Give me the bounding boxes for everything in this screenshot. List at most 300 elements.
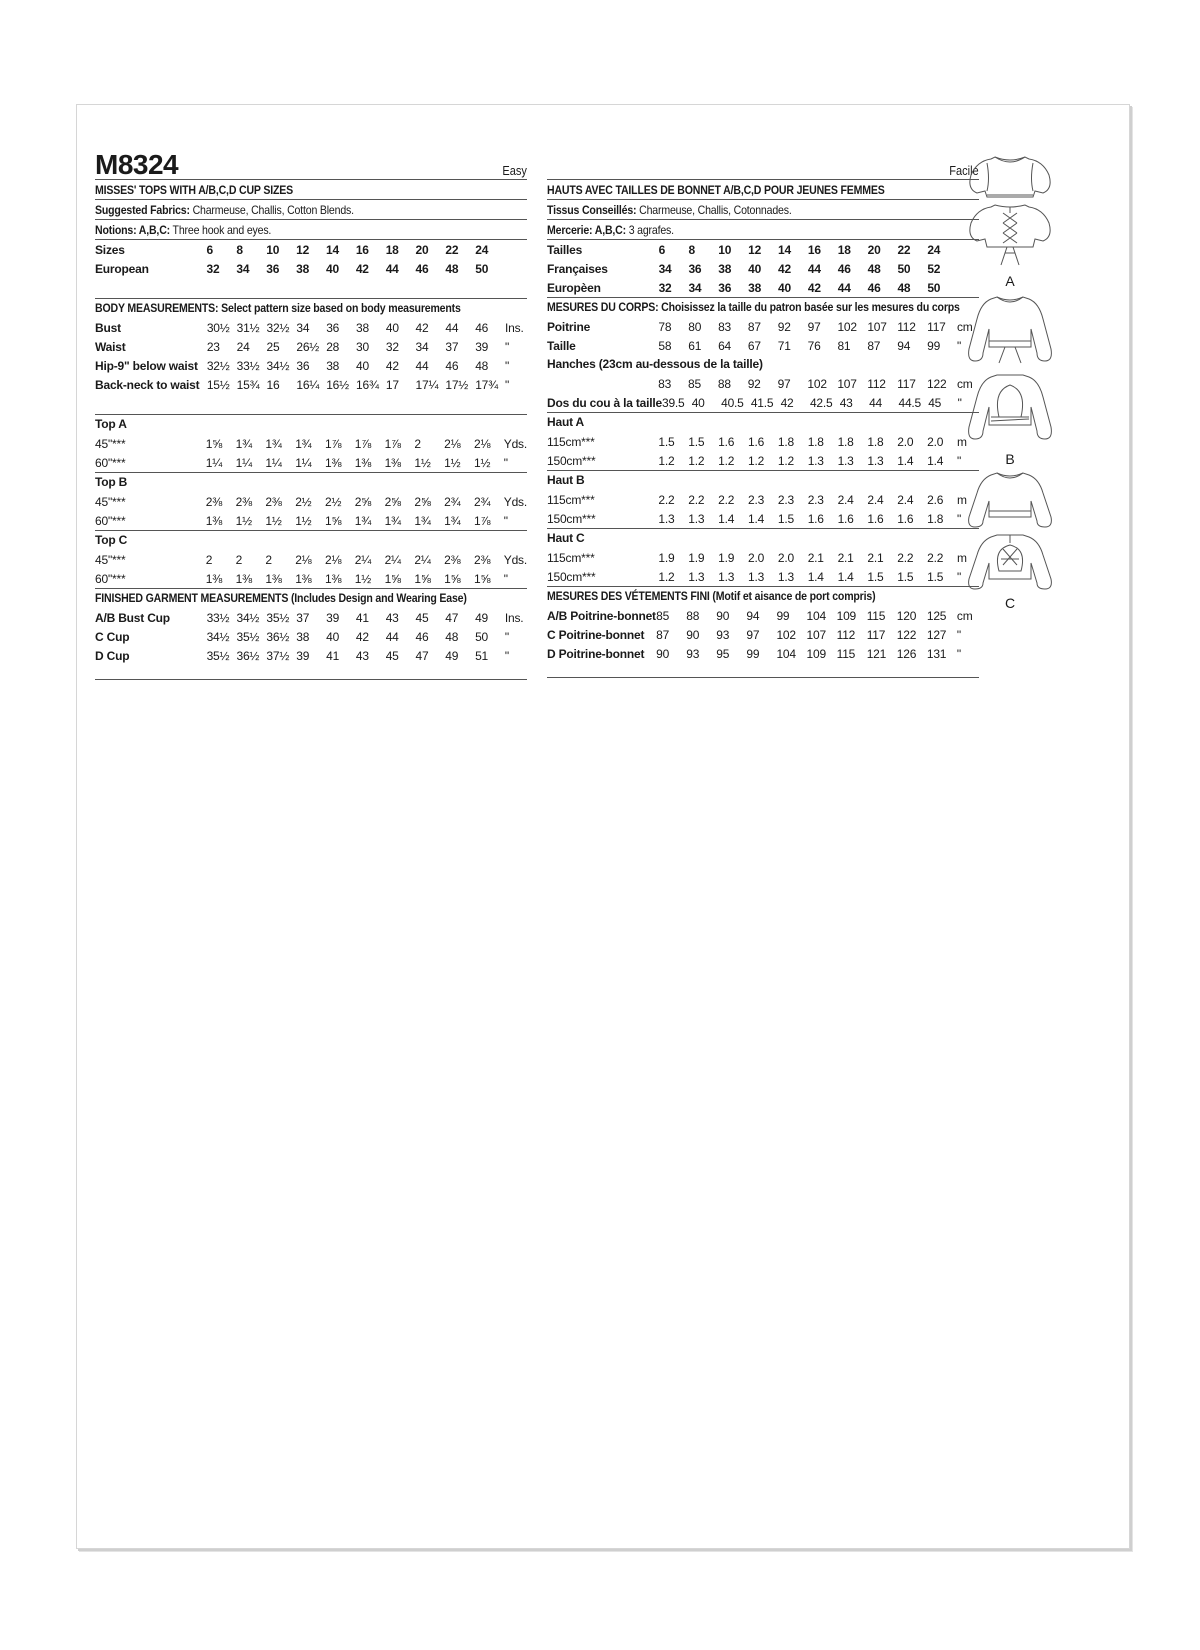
table-row (95, 356, 527, 375)
unit-label: " (504, 629, 509, 644)
cell-value: 2.2 (658, 492, 675, 507)
cell-value: 42 (780, 395, 794, 410)
cell-value: 46 (415, 629, 429, 644)
cell-value: 24 (927, 242, 941, 257)
cell-value: 102 (807, 376, 827, 391)
body-measurements-heading: BODY MEASUREMENTS: Select pattern size based on body measurements (95, 301, 461, 315)
cell-value: 36 (266, 261, 280, 276)
cell-value: 1.3 (658, 511, 675, 526)
cell-value: 17¼ (415, 377, 439, 392)
cell-value: 2 (235, 552, 243, 567)
cell-value: 42 (778, 261, 791, 276)
row-label: D Poitrine-bonnet (547, 646, 645, 661)
cell-value: 122 (927, 376, 947, 391)
unit-label: " (957, 569, 962, 584)
cell-value: 40 (385, 320, 399, 335)
cell-value: 50 (475, 261, 489, 276)
cell-value: 1½ (235, 513, 252, 528)
cell-value: 50 (475, 629, 489, 644)
view-heading: Haut A (547, 415, 585, 429)
cell-value: 48 (445, 629, 459, 644)
cell-value: 1.5 (777, 511, 794, 526)
cell-value: 38 (296, 261, 310, 276)
body-measurements-heading-fr: MESURES DU CORPS: Choisissez la taille du patron basée sur les mesures du corps (547, 300, 960, 314)
cell-value: 38 (326, 358, 340, 373)
cell-value: 42 (385, 358, 399, 373)
row-label: 60"*** (95, 513, 126, 528)
cell-value: 40 (325, 261, 339, 276)
view-heading: Top B (95, 475, 128, 489)
cell-value: 2.4 (897, 492, 914, 507)
cell-value: 43 (355, 648, 369, 663)
notions-fr: Mercerie: A,B,C: 3 agrafes. (547, 220, 979, 240)
cell-value: 107 (867, 319, 887, 334)
row-label: 45"*** (95, 436, 126, 451)
cell-value: 1⅞ (384, 436, 401, 451)
view-label-a: A (1005, 273, 1015, 289)
unit-label: Yds. (503, 552, 527, 567)
cell-value: 2.6 (927, 492, 944, 507)
view-c-front-drawing (965, 467, 1055, 531)
cell-value: 8 (688, 242, 695, 257)
view-c-back-drawing (965, 531, 1055, 595)
row-label: 115cm*** (547, 434, 595, 449)
cell-value: 93 (686, 646, 700, 661)
row-label: C Cup (95, 629, 130, 644)
cell-value: 107 (837, 376, 857, 391)
cell-value: 97 (746, 627, 760, 642)
pattern-code: M8324 (95, 149, 179, 180)
cell-value: 6 (658, 242, 666, 257)
cell-value: 109 (836, 608, 857, 623)
cell-value: 2.2 (688, 492, 705, 507)
table-row (547, 567, 979, 586)
cell-value: 102 (837, 319, 857, 334)
cell-value: 1.8 (867, 434, 884, 449)
unit-label: " (957, 511, 962, 526)
cell-value: 40 (778, 280, 791, 295)
cell-value: 34½ (206, 629, 230, 644)
cell-value: 46 (445, 358, 459, 373)
view-b-back-drawing (965, 371, 1055, 451)
cell-value: 48 (867, 261, 881, 276)
cell-value: 45 (928, 395, 942, 410)
yardage-block (95, 415, 527, 473)
cell-value: 34½ (266, 358, 290, 373)
cell-value: 2⅜ (473, 552, 491, 567)
row-label: European (95, 261, 149, 276)
cell-value: 2 (205, 552, 213, 567)
table-row (95, 375, 527, 394)
cell-value: 12 (748, 242, 762, 257)
cell-value: 32 (206, 261, 220, 276)
cell-value: 1.2 (658, 453, 675, 468)
row-label: D Cup (95, 648, 130, 663)
cell-value: 1.3 (718, 569, 735, 584)
cell-value: 10 (266, 242, 280, 257)
cell-value: 49 (475, 610, 489, 625)
cell-value: 42 (807, 280, 821, 295)
row-label: Tailles (547, 242, 583, 257)
cell-value: 34 (415, 339, 429, 354)
cell-value: 2.3 (777, 492, 794, 507)
cell-value: 1⅜ (265, 571, 282, 586)
cell-value: 1⅞ (324, 436, 342, 451)
cell-value: 1¾ (354, 513, 372, 528)
garment-illustrations (965, 149, 1055, 611)
cell-value: 99 (746, 646, 760, 661)
cell-value: 16 (807, 242, 821, 257)
unit-label: " (957, 453, 962, 468)
cell-value: 1⅜ (324, 571, 342, 586)
cell-value: 2⅜ (444, 552, 461, 567)
cell-value: 40 (748, 261, 762, 276)
row-label: Back-neck to waist (95, 377, 200, 392)
cell-value: 34 (688, 280, 702, 295)
cell-value: 1½ (265, 513, 282, 528)
hip-heading-fr: Hanches (23cm au-dessous de la taille) (547, 357, 763, 371)
row-label: Europèen (547, 280, 601, 295)
cell-value: 2.2 (897, 550, 914, 565)
cell-value: 1.4 (747, 511, 765, 526)
unit-label: cm (956, 608, 973, 623)
view-heading: Top A (95, 417, 127, 431)
table-row (95, 337, 527, 356)
row-label: Waist (95, 339, 126, 354)
cell-value: 12 (296, 242, 310, 257)
cell-value: 52 (927, 261, 941, 276)
cell-value: 2⅛ (295, 552, 312, 567)
cell-value: 34 (236, 261, 250, 276)
cell-value: 80 (688, 319, 702, 334)
cell-value: 32½ (266, 320, 290, 335)
unit-label: " (505, 358, 510, 373)
cell-value: 1.3 (747, 569, 765, 584)
cell-value: 46 (867, 280, 881, 295)
cell-value: 1¼ (235, 455, 252, 470)
table-row (547, 625, 979, 644)
yardage-block (547, 413, 979, 471)
cell-value: 1¾ (235, 436, 252, 451)
cell-value: 36 (688, 261, 702, 276)
english-column (95, 149, 527, 680)
cell-value: 2⅛ (444, 436, 461, 451)
unit-label: m (957, 550, 967, 565)
row-label: 150cm*** (547, 569, 596, 584)
cell-value: 37 (296, 610, 310, 625)
cell-value: 38 (748, 280, 762, 295)
cell-value: 23 (206, 339, 220, 354)
view-a-front-drawing (965, 149, 1055, 201)
cell-value: 2.3 (747, 492, 765, 507)
row-label: Taille (547, 338, 576, 353)
cell-value: 1.6 (867, 511, 884, 526)
cell-value: 1.8 (837, 434, 854, 449)
cell-value: 88 (686, 608, 700, 623)
cell-value: 2.3 (807, 492, 824, 507)
table-row (95, 453, 527, 472)
title-bar-fr (547, 149, 979, 180)
cell-value: 35½ (206, 648, 230, 663)
size-table-fr (547, 240, 979, 298)
cell-value: 1.3 (867, 453, 884, 468)
finished-measurements-fr (547, 587, 979, 678)
cell-value: 32 (385, 339, 399, 354)
cell-value: 1.6 (718, 434, 735, 449)
table-row (547, 451, 979, 470)
cell-value: 16¼ (296, 377, 320, 392)
cell-value: 1.5 (897, 569, 914, 584)
view-label-b: B (1005, 451, 1015, 467)
cell-value: 2 (414, 436, 421, 451)
cell-value: 30½ (206, 320, 230, 335)
yardage-block (95, 473, 527, 531)
cell-value: 44 (445, 320, 459, 335)
cell-value: 1.3 (807, 453, 824, 468)
cell-value: 112 (836, 627, 856, 642)
unit-label: " (505, 339, 510, 354)
cell-value: 2.2 (718, 492, 735, 507)
cell-value: 87 (747, 319, 761, 334)
cell-value: 47 (445, 610, 459, 625)
view-a-back-drawing (965, 201, 1055, 273)
row-label: Hip-9" below waist (95, 358, 198, 373)
notions: Notions: A,B,C: Three hook and eyes. (95, 220, 527, 240)
cell-value: 117 (927, 319, 946, 334)
table-row (547, 490, 979, 509)
cell-value: 1⅝ (324, 513, 342, 528)
cell-value: 58 (658, 338, 672, 353)
row-label: Sizes (95, 242, 125, 257)
cell-value: 48 (475, 358, 489, 373)
body-measurements-fr (547, 298, 979, 413)
view-b-front-drawing (965, 289, 1055, 371)
cell-value: 1.2 (747, 453, 765, 468)
cell-value: 125 (926, 608, 947, 623)
cell-value: 2¼ (384, 552, 401, 567)
cell-value: 85 (656, 608, 670, 623)
cell-value: 38 (296, 629, 310, 644)
cell-value: 18 (385, 242, 399, 257)
cell-value: 40.5 (721, 395, 744, 410)
table-row (95, 434, 527, 453)
cell-value: 38 (718, 261, 732, 276)
cell-value: 2.4 (867, 492, 884, 507)
table-row (547, 240, 979, 259)
cell-value: 17½ (445, 377, 469, 392)
cell-value: 42 (355, 629, 369, 644)
table-row (95, 511, 527, 530)
cell-value: 42 (355, 261, 369, 276)
unit-label: Ins. (504, 610, 524, 625)
cell-value: 97 (807, 319, 821, 334)
table-row (547, 259, 979, 278)
cell-value: 2⅜ (265, 494, 282, 509)
cell-value: 24 (475, 242, 489, 257)
cell-value: 50 (897, 261, 911, 276)
cell-value: 44 (415, 358, 429, 373)
cell-value: 1⅝ (473, 571, 491, 586)
cell-value: 44 (385, 629, 399, 644)
cell-value: 1.6 (897, 511, 914, 526)
cell-value: 2⅝ (384, 494, 401, 509)
cell-value: 2¾ (444, 494, 461, 509)
cell-value: 37½ (266, 648, 290, 663)
cell-value: 36½ (266, 629, 290, 644)
cell-value: 1.6 (807, 511, 824, 526)
cell-value: 2.1 (837, 550, 854, 565)
cell-value: 83 (718, 319, 732, 334)
body-measurements (95, 299, 527, 415)
cell-value: 20 (867, 242, 881, 257)
table-row (547, 432, 979, 451)
cell-value: 2.0 (777, 550, 794, 565)
cell-value: 1¼ (295, 455, 312, 470)
cell-value: 122 (896, 627, 917, 642)
cell-value: 46 (475, 320, 489, 335)
row-label: 60"*** (95, 455, 126, 470)
unit-label: " (957, 338, 962, 353)
cell-value: 35½ (266, 610, 290, 625)
suggested-fabrics-fr: Tissus Conseillés: Charmeuse, Challis, Cotonnades. (547, 200, 979, 220)
cell-value: 24 (236, 339, 250, 354)
difficulty-label: Easy (502, 163, 527, 178)
cell-value: 1¾ (384, 513, 401, 528)
garment-title-fr: HAUTS AVEC TAILLES DE BONNET A/B,C,D POUR JEUNES FEMMES (547, 180, 979, 200)
cell-value: 40 (691, 395, 705, 410)
cell-value: 131 (926, 646, 947, 661)
cell-value: 1.5 (658, 434, 675, 449)
cell-value: 1⅝ (205, 436, 223, 451)
cell-value: 48 (897, 280, 911, 295)
cell-value: 2.1 (867, 550, 884, 565)
cell-value: 1.3 (777, 569, 794, 584)
unit-label: " (505, 377, 510, 392)
title-bar (95, 149, 527, 180)
cell-value: 67 (747, 338, 761, 353)
cell-value: 2 (265, 552, 272, 567)
table-row (547, 393, 979, 412)
cell-value: 88 (717, 376, 731, 391)
cell-value: 1.6 (747, 434, 765, 449)
cell-value: 126 (896, 646, 917, 661)
cell-value: 1¼ (205, 455, 223, 470)
cell-value: 32 (658, 280, 672, 295)
cell-value: 121 (866, 646, 887, 661)
cell-value: 90 (686, 627, 700, 642)
cell-value: 36½ (236, 648, 260, 663)
cell-value: 2¼ (354, 552, 372, 567)
cell-value: 1⅝ (444, 571, 461, 586)
cell-value: 1.4 (897, 453, 914, 468)
cell-value: 46 (837, 261, 851, 276)
cell-value: 99 (927, 338, 941, 353)
cell-value: 1⅝ (414, 571, 431, 586)
cell-value: 46 (415, 261, 429, 276)
row-label: 115cm*** (547, 550, 595, 565)
cell-value: 1.3 (688, 511, 705, 526)
table-row (547, 278, 979, 297)
cell-value: 92 (747, 376, 761, 391)
unit-label: Yds. (503, 494, 527, 509)
cell-value: 93 (716, 627, 730, 642)
cell-value: 22 (897, 242, 911, 257)
cell-value: 2¼ (414, 552, 431, 567)
cell-value: 1.3 (837, 453, 854, 468)
cell-value: 36 (718, 280, 732, 295)
cell-value: 94 (746, 608, 760, 623)
cell-value: 14 (325, 242, 339, 257)
cell-value: 107 (806, 627, 826, 642)
cell-value: 109 (806, 646, 826, 661)
table-row (95, 646, 527, 665)
cell-value: 1.9 (718, 550, 735, 565)
table-row (547, 317, 979, 336)
row-label: 150cm*** (547, 453, 596, 468)
unit-label (505, 240, 527, 259)
cell-value: 1.5 (867, 569, 884, 584)
cell-value: 1¼ (265, 455, 282, 470)
yardage-section-fr (547, 413, 979, 587)
cell-value: 1¾ (414, 513, 431, 528)
cell-value: 1.4 (718, 511, 735, 526)
cell-value: 16 (355, 242, 369, 257)
cell-value: 2¾ (473, 494, 491, 509)
cell-value: 44 (837, 280, 851, 295)
cell-value: 1.2 (658, 569, 675, 584)
yardage-block (547, 529, 979, 587)
cell-value: 2½ (295, 494, 312, 509)
cell-value: 36 (326, 320, 340, 335)
unit-label: " (503, 513, 508, 528)
cell-value: 1.8 (927, 511, 944, 526)
cell-value: 2.4 (837, 492, 854, 507)
cell-value: 39 (326, 610, 340, 625)
cell-value: 81 (837, 338, 851, 353)
cell-value: 1⅝ (384, 571, 401, 586)
cell-value: 40 (356, 358, 369, 373)
table-row (547, 548, 979, 567)
cell-value: 41 (326, 648, 340, 663)
cell-value: 112 (897, 319, 916, 334)
row-label: A/B Poitrine-bonnet (547, 608, 656, 623)
cell-value: 47 (415, 648, 429, 663)
cell-value: 1.2 (777, 453, 794, 468)
cell-value: 1⅜ (205, 513, 223, 528)
cell-value: 35½ (236, 629, 260, 644)
cell-value: 1⅜ (354, 455, 372, 470)
unit-label: " (957, 395, 962, 410)
cell-value: 87 (867, 338, 881, 353)
cell-value: 117 (866, 627, 886, 642)
cell-value: 22 (445, 242, 459, 257)
cell-value: 44.5 (898, 395, 922, 410)
cell-value: 36 (296, 358, 310, 373)
cell-value: 33½ (206, 610, 230, 625)
view-heading: Top C (95, 533, 128, 547)
cell-value: 16¾ (356, 377, 379, 392)
cell-value: 1.5 (927, 569, 944, 584)
cell-value: 39 (475, 339, 489, 354)
unit-label: " (503, 571, 508, 586)
table-row (547, 509, 979, 528)
table-row (95, 608, 527, 627)
cell-value: 1½ (354, 571, 372, 586)
cell-value: 1⅜ (235, 571, 252, 586)
cell-value: 2.0 (927, 434, 944, 449)
cell-value: 38 (356, 320, 369, 335)
cell-value: 1⅞ (473, 513, 491, 528)
